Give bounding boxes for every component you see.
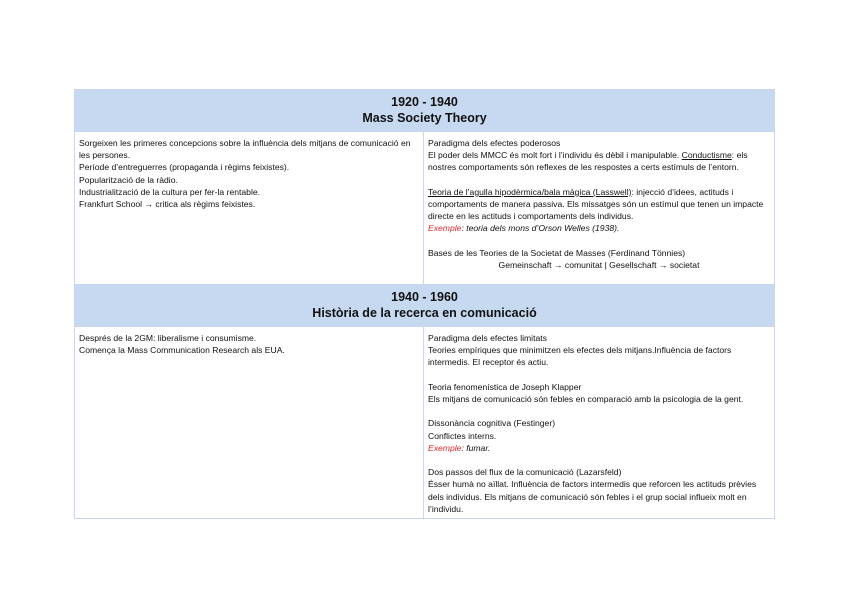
spacer [428,235,770,247]
paragraph-text: : injecció d’idees, actituds i comportaments de manera passiva. Els missatges són un estímul que tenen un impacte directe en les actituds i comportaments dels individus. [428,186,764,222]
paragraph-heading: Paradigma dels efectes poderosos [428,138,561,148]
section-years: 1920 - 1940 [391,95,458,109]
right-cell [424,132,775,285]
left-cell [75,327,424,519]
paragraph-heading: Dos passos del flux de la comunicació (Lazarsfeld) [428,467,622,478]
section-title: Història de la recerca en comunicació [312,306,537,320]
paragraph [428,149,770,173]
left-cell [75,132,424,285]
paragraph-text: El poder dels MMCC és molt fort i l’individu és dèbil i manipulable. [428,150,680,161]
section-row-1940-1960 [75,327,775,519]
example-label: Exemple [428,442,462,453]
example-line [428,442,770,454]
underlined-term: Conductisme [681,150,732,161]
paragraph-heading: Bases de les Teories de la Societat de Masses (Ferdinand Tönnies) [428,247,686,258]
paragraph [428,186,770,223]
paragraph-text: Els mitjans de comunicació són febles en comparació amb la psicologia de la gent. [428,394,744,404]
section-years: 1940 - 1960 [391,290,458,304]
text-line: Comença la Mass Communication Research als EUA. [79,345,285,356]
spacer [428,369,770,381]
section-header-1940-1960 [75,285,775,327]
example-text: : teoria dels mons d’Orson Welles (1938). [461,223,620,234]
spacer [428,454,770,466]
section-title: Mass Society Theory [362,111,487,125]
paragraph-text: Ésser humà no aïllat. Influència de factors intermedis que reforcen les actituds prèvies dels individus. Els mitjans de comunicació són febles i el grup social influeix molt en l’individu. [428,479,757,514]
text-line: Sorgeixen les primeres concepcions sobre la influència dels mitjans de comunicació en les persones. [79,138,411,161]
paragraph-text: Conflictes interns. [428,430,497,441]
spacer [428,405,770,417]
paragraph-heading: Teoria fenomenística de Joseph Klapper [428,381,582,392]
text-line: Frankfurt School → critica als règims feixistes. [79,199,256,210]
example-label: Exemple [428,223,462,234]
right-cell [424,327,775,519]
section-row-1920-1940 [75,132,775,285]
text-line: Popularització de la ràdio. [79,174,178,185]
example-line [428,222,770,234]
spacer [428,174,770,186]
example-text: : fumar. [461,442,491,453]
section-header-1920-1940 [75,90,775,132]
paragraph-text: Gemeinschaft → comunitat | Gesellschaft → societat [498,260,700,270]
notes-table [74,89,775,519]
paragraph-text: Teories empíriques que minimitzen els efectes dels mitjans.Influència de factors intermedis. El receptor és actiu. [428,345,732,368]
text-line: Període d’entreguerres (propaganda i règims feixistes). [79,162,290,173]
text-line: Industrialització de la cultura per fer-la rentable. [79,186,261,197]
paragraph-text: : els nostres comportaments són reflexes de les respostes a certs estímuls de l’entorn. [428,150,748,173]
paragraph-heading: Dissonància cognitiva (Festinger) [428,418,556,429]
text-line: Després de la 2GM: liberalisme i consumisme. [79,333,257,343]
paragraph-heading: Paradigma dels efectes limitats [428,333,547,343]
underlined-term: Teoria de l’agulla hipodèrmica/bala màgica (Lasswell) [428,186,632,197]
